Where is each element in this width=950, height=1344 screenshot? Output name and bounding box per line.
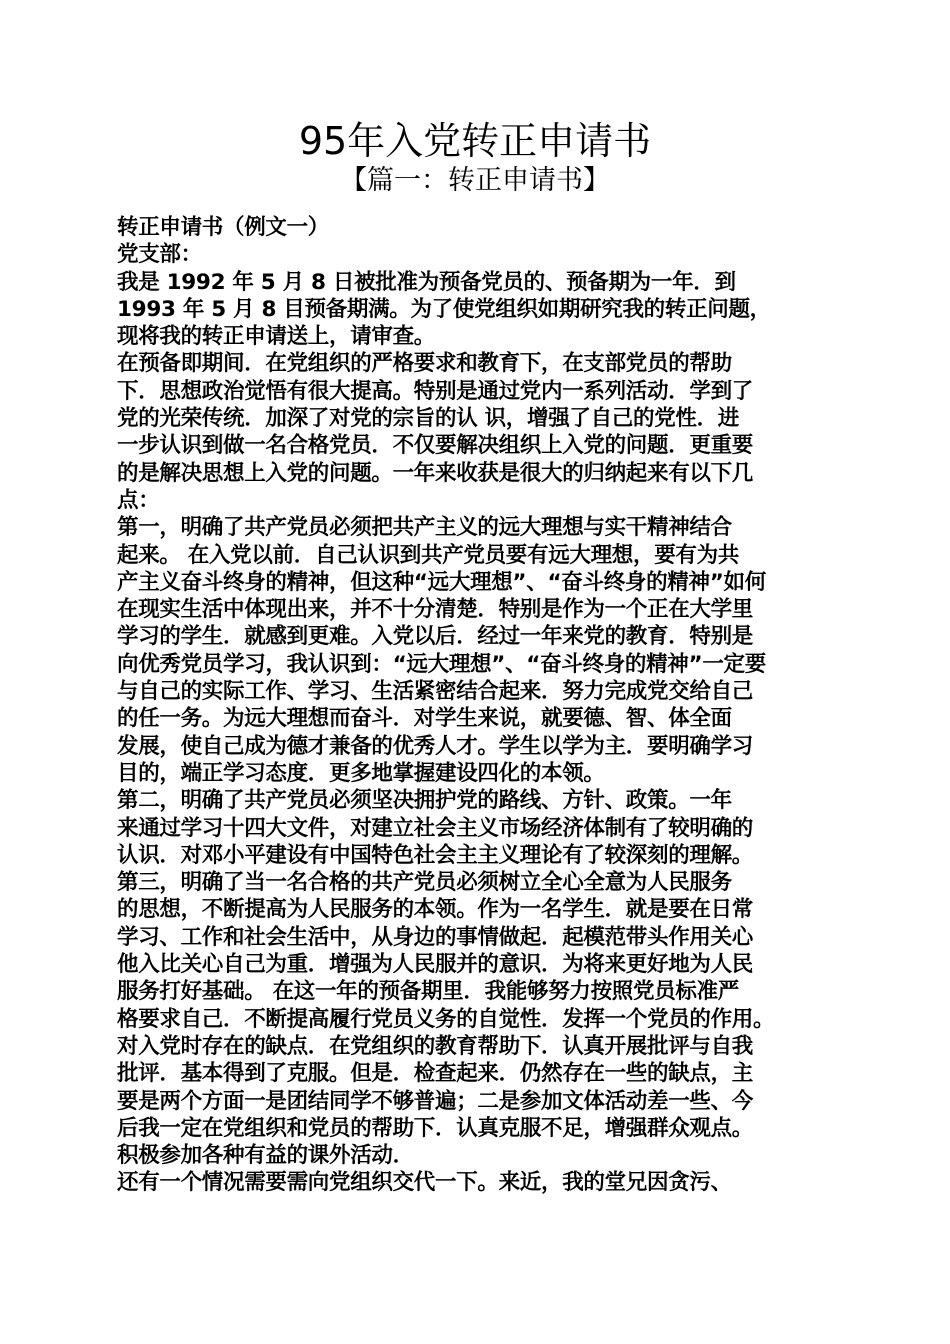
document-title: 95年入党转正申请书 [298, 119, 652, 163]
body-text-line: 1993 年 5 月 8 目预备期满。为了使党组织如期研究我的转正问题， [117, 296, 771, 322]
body-text-line: 与自己的实际工作、学习、生活紧密结合起来．努力完成党交给自己 [117, 679, 754, 705]
document-body [117, 214, 847, 1197]
body-text-line: 在现实生活中体现出来，并不十分清楚．特别是作为一个正在大学里 [117, 597, 754, 623]
body-text-line: 一步认识到做一名合格党员．不仅要解决组织上入党的问题．更重要 [117, 433, 754, 459]
body-text-line: 党支部： [117, 242, 202, 268]
body-text-line: 的是解决思想上入党的问题。一年来收获是很大的归纳起来有以下几 [117, 460, 754, 486]
body-text-line: 点： [117, 487, 160, 513]
body-text-line: 学习的学生．就感到更难。入党以后．经过一年来党的教育．特别是 [117, 624, 754, 650]
body-text-line: 产主义奋斗终身的精神，但这种“远大理想”、“奋斗终身的精神”如何 [117, 569, 766, 595]
body-text-line: 转正申请书（例文一） [117, 215, 330, 240]
body-text-line: 来通过学习十四大文件，对建立社会主义市场经济体制有了较明确的 [117, 815, 754, 841]
body-text-line: 的思想，不断提高为人民服务的本领。作为一名学生．就是要在日常 [117, 897, 754, 923]
body-text-line: 对入党时存在的缺点．在党组织的教育帮助下．认真开展批评与自我 [117, 1033, 754, 1059]
body-text-line: 党的光荣传统．加深了对党的宗旨的认 识，增强了自己的党性．进 [117, 406, 739, 432]
body-text-line: 他入比关心自己为重．增强为人民服并的意识．为将来更好地为人民 [117, 952, 754, 978]
body-text-line: 格要求自己．不断提高履行党员义务的自觉性．发挥一个党员的作用。 [117, 1006, 775, 1032]
body-text-line: 批评．基本得到了克服。但是．检查起来．仍然存在一些的缺点，主 [117, 1061, 754, 1087]
body-text-line: 的任一务。为远大理想而奋斗．对学生来说，就要德、智、体全面 [117, 706, 732, 732]
body-text-line: 第一，明确了共产党员必须把共产主义的远大理想与实干精神结合 [117, 515, 732, 541]
body-text-line: 第三，明确了当一名合格的共产党员必须树立全心全意为人民服务 [117, 870, 732, 896]
body-text-line: 还有一个情况需要需向党组织交代一下。来近，我的堂兄因贪污、 [117, 1170, 732, 1196]
body-text-line: 要是两个方面一是团结同学不够普遍；二是参加文体活动差一些、今 [117, 1088, 754, 1114]
body-text-line: 积极参加各种有益的课外活动． [117, 1143, 414, 1169]
body-text-line: 服务打好基础。 在这一年的预备期里．我能够努力按照党员标准严 [117, 979, 739, 1005]
body-text-line: 我是 1992 年 5 月 8 日被批准为预备党员的、预备期为一年．到 [117, 269, 736, 295]
body-text-line: 向优秀党员学习，我认识到：“远大理想”、“奋斗终身的精神”一定要 [117, 651, 766, 677]
document-subtitle: 【篇一：转正申请书】 [340, 165, 610, 196]
body-text-line: 发展，使自己成为德才兼备的优秀人才。学生以学为主．要明确学习 [117, 733, 754, 759]
body-text-line: 后我一定在党组织和党员的帮助下．认真克服不足，增强群众观点。 [117, 1115, 754, 1141]
body-text-line: 学习、工作和社会生活中，从身边的事情做起．起模范带头作用关心 [117, 924, 754, 950]
body-text-line: 目的，端正学习态度．更多地掌握建设四化的本领。 [117, 760, 605, 786]
body-text-line: 认识．对邓小平建设有中国特色社会主主义理论有了较深刻的理解。 [117, 842, 754, 868]
body-text-line: 下．思想政治觉悟有很大提高。特别是通过党内一系列活动．学到了 [117, 378, 754, 404]
body-text-line: 第二，明确了共产党员必须坚决拥护党的路线、方针、政策。一年 [117, 788, 732, 814]
body-text-line: 在预备即期间．在党组织的严格要求和教育下，在支部党员的帮助 [117, 351, 732, 377]
body-text-line: 起来。 在入党以前．自己认识到共产党员要有远大理想，要有为共 [117, 542, 739, 568]
body-text-line: 现将我的转正申请送上，请审查。 [117, 324, 436, 350]
